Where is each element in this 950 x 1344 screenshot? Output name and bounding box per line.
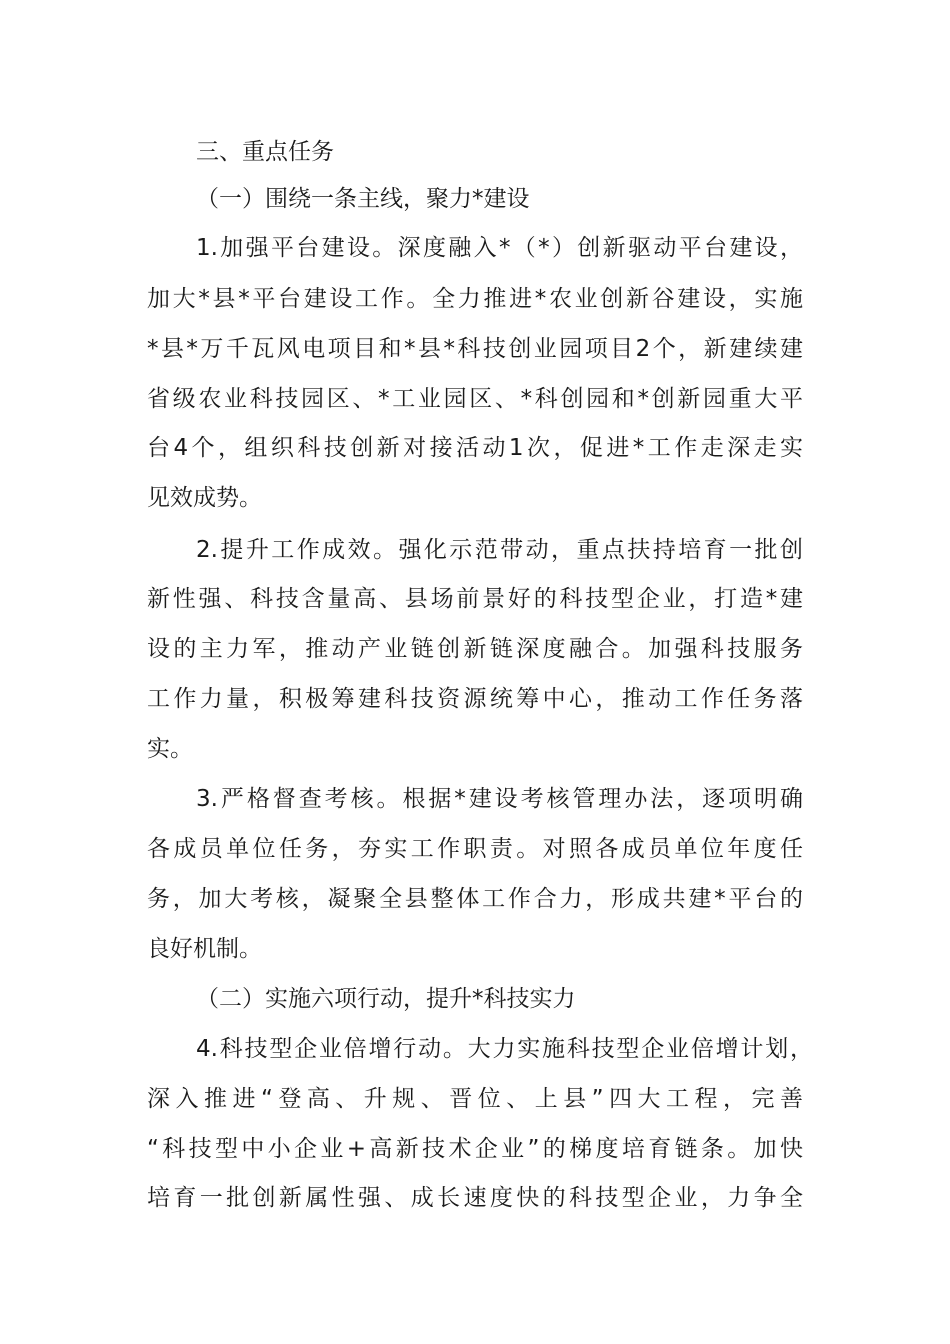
subsection-heading-1: （一）围绕一条主线，聚力*建设 xyxy=(196,186,530,212)
paragraph-line: 务，加大考核，凝聚全县整体工作合力，形成共建*平台的 xyxy=(147,886,803,912)
paragraph-line: 见效成势。 xyxy=(147,485,262,511)
paragraph-line: *县*万千瓦风电项目和*县*科技创业园项目2个，新建续建 xyxy=(147,336,803,362)
paragraph-line: 工作力量，积极筹建科技资源统筹中心，推动工作任务落 xyxy=(147,686,803,712)
paragraph-line: 3.严格督查考核。根据*建设考核管理办法，逐项明确 xyxy=(196,786,803,812)
paragraph-line: 实。 xyxy=(147,736,193,762)
paragraph-line: 深入推进“登高、升规、晋位、上县”四大工程，完善 xyxy=(147,1086,803,1112)
paragraph-line: 培育一批创新属性强、成长速度快的科技型企业，力争全 xyxy=(147,1185,803,1211)
paragraph-line: 1.加强平台建设。深度融入*（*）创新驱动平台建设， xyxy=(196,235,803,261)
paragraph-line: 加大*县*平台建设工作。全力推进*农业创新谷建设，实施 xyxy=(147,286,803,312)
paragraph-line: “科技型中小企业+高新技术企业”的梯度培育链条。加快 xyxy=(147,1136,803,1162)
paragraph-line: 2.提升工作成效。强化示范带动，重点扶持培育一批创 xyxy=(196,537,803,563)
paragraph-line: 设的主力军，推动产业链创新链深度融合。加强科技服务 xyxy=(147,636,803,662)
subsection-heading-2: （二）实施六项行动，提升*科技实力 xyxy=(196,986,576,1012)
paragraph-line: 各成员单位任务，夯实工作职责。对照各成员单位年度任 xyxy=(147,836,803,862)
paragraph-line: 省级农业科技园区、*工业园区、*科创园和*创新园重大平 xyxy=(147,386,803,412)
paragraph-line: 台4个，组织科技创新对接活动1次，促进*工作走深走实 xyxy=(147,435,803,461)
paragraph-line: 4.科技型企业倍增行动。大力实施科技型企业倍增计划， xyxy=(196,1036,813,1062)
paragraph-line: 新性强、科技含量高、县场前景好的科技型企业，打造*建 xyxy=(147,586,803,612)
paragraph-line: 良好机制。 xyxy=(147,936,262,962)
section-title: 三、重点任务 xyxy=(196,139,334,165)
